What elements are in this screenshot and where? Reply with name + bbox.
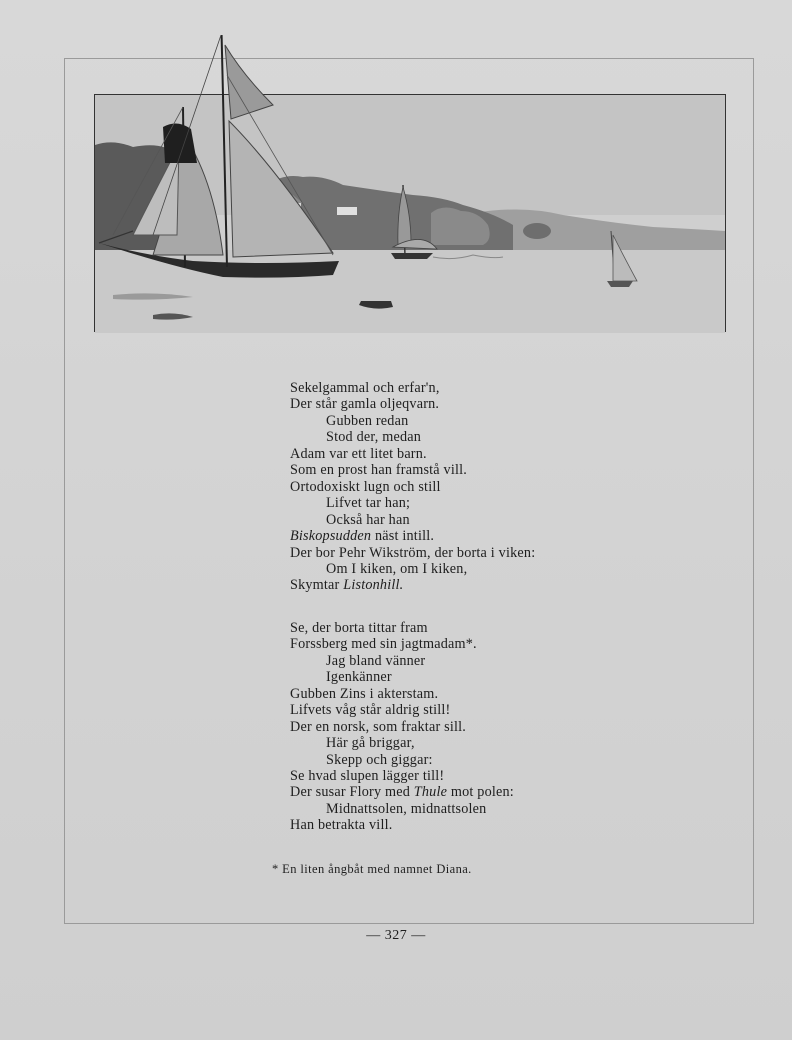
poem-line: Se, der borta tittar fram — [290, 619, 428, 636]
poem-line: Skepp och giggar: — [326, 751, 433, 768]
poem-line: Om I kiken, om I kiken, — [326, 560, 468, 577]
poem-line-post: mot polen: — [447, 784, 514, 801]
poem-line-pre: Der susar Flory med — [290, 784, 414, 801]
poem-line: Jag bland vänner — [326, 652, 426, 669]
poem-line: Der bor Pehr Wikström, der borta i viken: — [290, 544, 536, 561]
poem-line: Sekelgammal och erfar'n, — [290, 380, 440, 396]
italic-place-name: Biskopsudden — [290, 528, 372, 545]
harbor-sailing-ships-icon — [93, 35, 729, 335]
stanza-2 — [290, 620, 710, 834]
poem-line: Se hvad slupen lägger till! — [290, 767, 445, 784]
italic-ship-name: Thule — [413, 784, 448, 801]
poem-line — [290, 577, 710, 593]
poem-line: Midnattsolen, midnattsolen — [326, 800, 487, 817]
poem-line: Lifvets våg står aldrig still! — [290, 702, 451, 719]
poem-line: Lifvet tar han; — [326, 495, 411, 512]
poem-line: Som en prost han framstå vill. — [290, 462, 468, 479]
poem-line: Också har han — [326, 511, 410, 528]
poem-line: Han betrakta vill. — [290, 817, 393, 834]
poem-line: Forssberg med sin jagtmadam*. — [290, 636, 477, 653]
poem-line: Ortodoxiskt lugn och still — [290, 478, 441, 495]
poem-line: Stod der, medan — [326, 429, 422, 446]
stanza-1 — [290, 380, 710, 594]
poem-line — [290, 528, 710, 544]
italic-place-name: Listonhill. — [343, 577, 404, 594]
footnote: * En liten ångbåt med namnet Diana. — [272, 862, 472, 876]
page-number: — 327 — — [366, 928, 426, 943]
poem-line: Gubben Zins i akterstam. — [290, 685, 439, 702]
poem-line-rest: näst intill. — [371, 528, 435, 545]
poem-line-pre: Skymtar — [290, 577, 344, 594]
poem-line: Der en norsk, som fraktar sill. — [290, 718, 467, 735]
poem-line — [290, 784, 710, 800]
poem-line: Igenkänner — [326, 669, 392, 686]
harbor-illustration — [94, 94, 726, 332]
poem-line: Der står gamla oljeqvarn. — [290, 396, 440, 413]
poem-line: Adam var ett litet barn. — [290, 445, 427, 462]
poem-line: Gubben redan — [326, 412, 409, 429]
poem-line: Här gå briggar, — [326, 735, 415, 752]
poem — [290, 380, 710, 834]
